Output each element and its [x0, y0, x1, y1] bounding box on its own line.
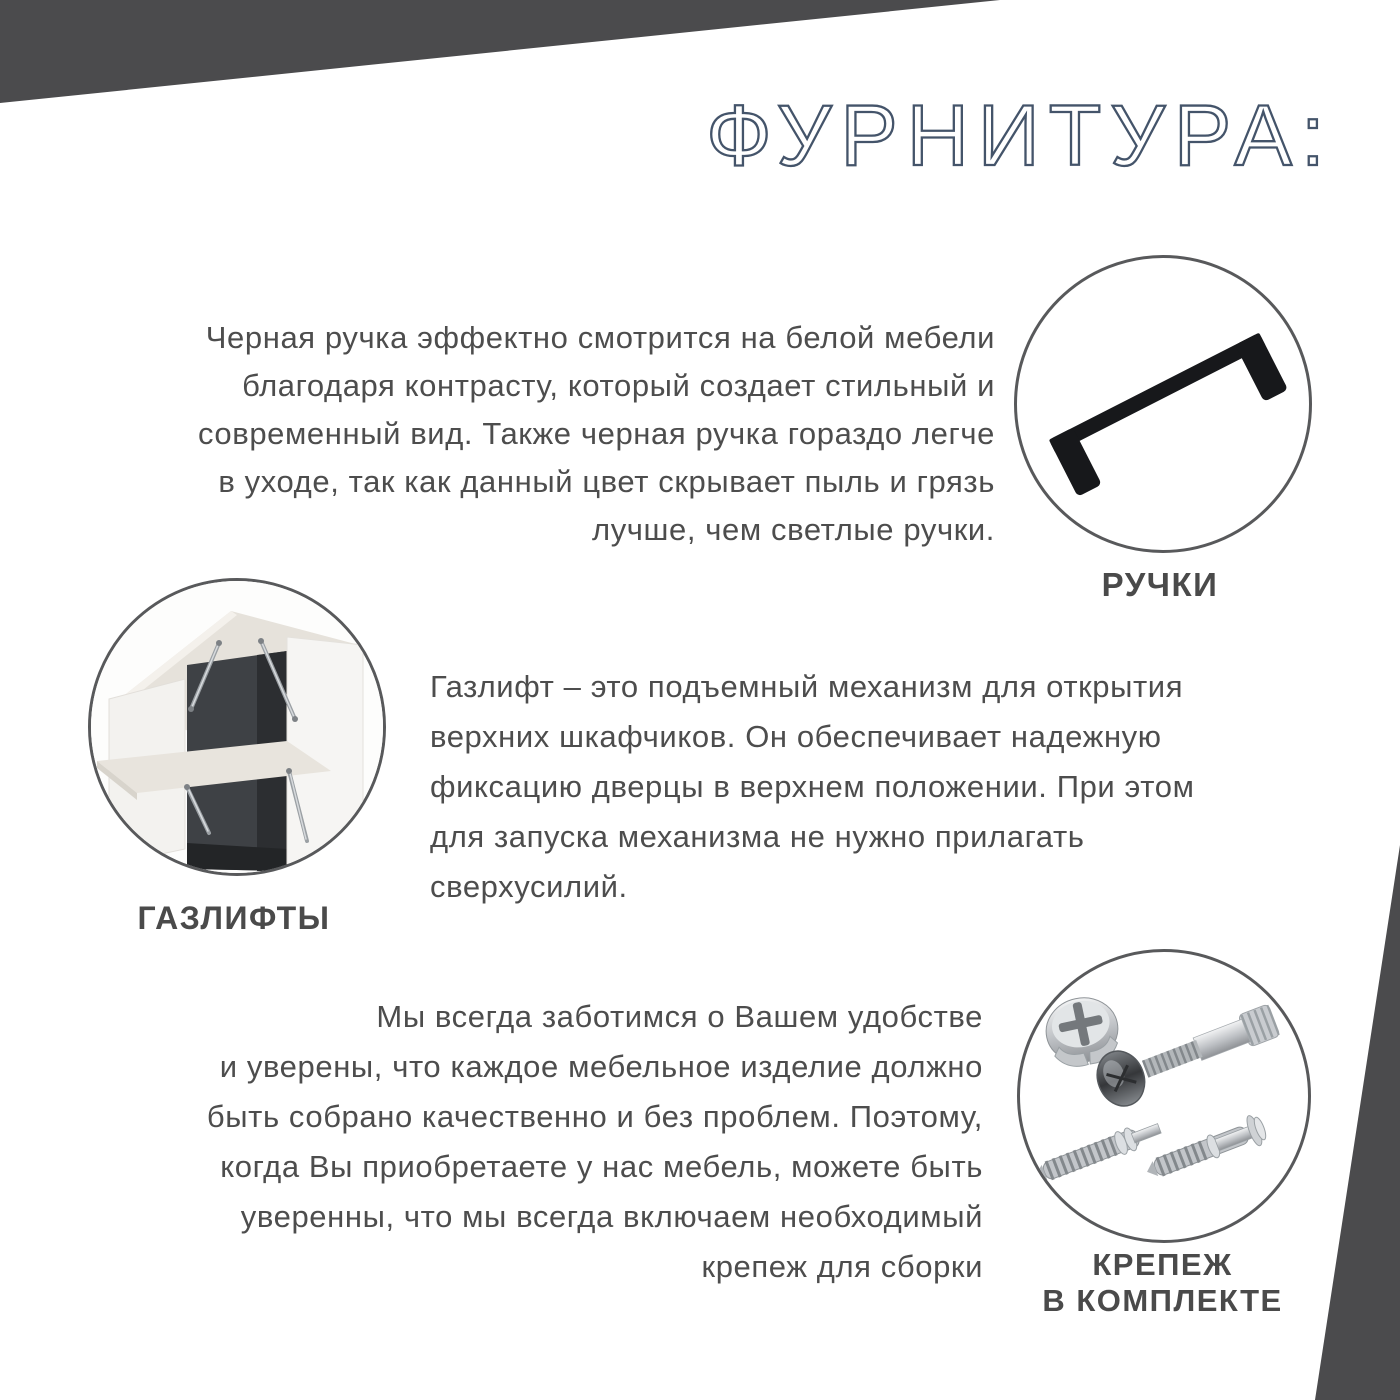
paragraph-line: уверенны, что мы всегда включаем необходимый	[240, 1199, 983, 1234]
cabinet-gas-lift-image	[91, 581, 383, 873]
threaded-dowel-left	[1031, 1117, 1164, 1187]
fasteners-photo-circle	[1017, 949, 1311, 1243]
paragraph-line: в уходе, так как данный цвет скрывает пыль и грязь	[218, 464, 995, 499]
handles-label: РУЧКИ	[1101, 566, 1219, 603]
fasteners-label-line2: В КОМПЛЕКТЕ	[1042, 1283, 1283, 1318]
assembly-fasteners-image	[1020, 952, 1308, 1240]
fasteners-paragraph	[60, 992, 983, 1292]
gaslifts-paragraph	[430, 662, 1280, 912]
fasteners-label	[995, 1247, 1330, 1319]
paragraph-line: верхних шкафчиков. Он обеспечивает надежную	[430, 719, 1162, 754]
paragraph-line: лучше, чем светлые ручки.	[592, 512, 995, 547]
paragraph-line: благодаря контрасту, который создает стильный и	[242, 368, 995, 403]
paragraph-line: крепеж для сборки	[701, 1249, 983, 1284]
black-furniture-handle-image	[1017, 258, 1309, 550]
paragraph-line: современный вид. Также черная ручка гораздо легче	[197, 416, 995, 451]
handles-paragraph	[60, 314, 995, 554]
connecting-bolt	[1089, 994, 1284, 1113]
handles-photo-circle	[1014, 255, 1312, 553]
gaslifts-label: ГАЗЛИФТЫ	[137, 900, 331, 936]
paragraph-line: фиксацию дверцы в верхнем положении. При этом	[430, 769, 1195, 804]
page-title: ФУРНИТУРА:	[706, 88, 1334, 184]
paragraph-line: сверхусилий.	[430, 869, 628, 904]
paragraph-line: и уверены, что каждое мебельное изделие должно	[219, 1049, 983, 1084]
paragraph-line: когда Вы приобретаете у нас мебель, можете быть	[220, 1149, 983, 1184]
paragraph-line: Мы всегда заботимся о Вашем удобстве	[376, 999, 983, 1034]
paragraph-line: Черная ручка эффектно смотрится на белой мебели	[205, 320, 995, 355]
paragraph-line: быть собрано качественно и без проблем. Поэтому,	[206, 1099, 983, 1134]
fasteners-label-line1: КРЕПЕЖ	[1092, 1247, 1233, 1282]
paragraph-line: для запуска механизма не нужно прилагать	[430, 819, 1085, 854]
paragraph-line: Газлифт – это подъемный механизм для открытия	[430, 669, 1184, 704]
gaslifts-photo-circle	[88, 578, 386, 876]
threaded-dowel-right	[1141, 1112, 1269, 1187]
